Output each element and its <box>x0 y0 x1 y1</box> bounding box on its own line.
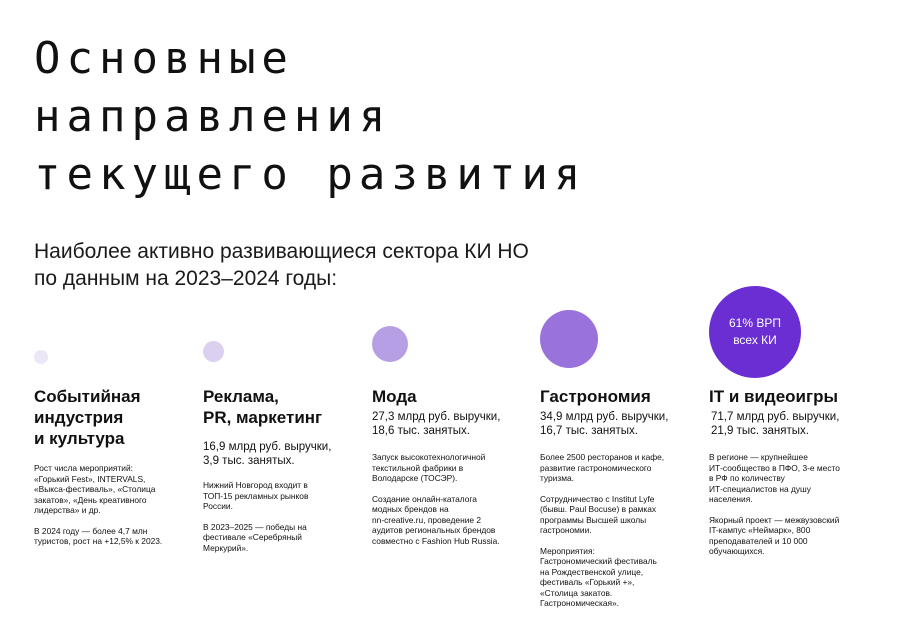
sector-note: Нижний Новгород входит в ТОП-15 рекламных рынков России. В 2023–2025 — победы на фестивале «Серебряный Меркурий». <box>203 480 309 553</box>
sector-heading: Реклама, PR, маркетинг <box>203 387 323 427</box>
sector-heading: IT и видеоигры <box>709 387 838 406</box>
subtitle <box>34 238 529 292</box>
title-line: Основные <box>34 33 294 84</box>
sector-stats: 16,9 млрд руб. выручки, 3,9 тыс. занятых. <box>203 441 332 467</box>
badge-line: 61% ВРП <box>729 316 781 330</box>
sector-note: Запуск высокотехнологичной текстильной фабрики в Володарске (ТОСЭР). Создание онлайн-каталога модных брендов на nn-creative.ru, проведение 2 аудитов региональных брендов совместно с Fashion Hub Russia. <box>372 452 500 546</box>
sector-stats: 71,7 млрд руб. выручки, 21,9 тыс. занятых. <box>711 411 840 437</box>
subtitle-line: Наиболее активно развивающиеся сектора КИ НО <box>34 240 529 263</box>
sector-dot <box>203 341 224 362</box>
sector-note: В регионе — крупнейшее ИТ-сообщество в ПФО, 3-е место в РФ по количеству ИТ-специалистов на душу населения. Якорный проект — межвузовский IT-кампус «Неймарк», 800 преподавателей и 10 000 обучающихся. <box>709 452 840 556</box>
sector-dot <box>34 350 48 364</box>
sector-heading: Мода <box>372 387 417 406</box>
sector-heading: Гастрономия <box>540 387 651 406</box>
sector-dot <box>372 326 408 362</box>
sector-stats: 27,3 млрд руб. выручки, 18,6 тыс. занятых. <box>372 411 501 437</box>
sector-dot-badge <box>709 286 801 378</box>
sector-heading: Событийная индустрия и культура <box>34 387 141 448</box>
sector-note: Более 2500 ресторанов и кафе, развитие гастрономического туризма. Сотрудничество с Institut Lyfe (бывш. Paul Bocuse) в рамках программы Высшей школы гастрономии. Мероприятия: Гастрономический фестиваль на Рождественской улице, фестиваль «Горький +», «Столица закатов. Гастрономическая». <box>540 452 665 608</box>
sector-stats: 34,9 млрд руб. выручки, 16,7 тыс. занятых. <box>540 411 669 437</box>
title-line: текущего развития <box>34 149 587 200</box>
sector-dot <box>540 310 598 368</box>
title-line: направления <box>34 91 392 142</box>
subtitle-line: по данным на 2023–2024 годы: <box>34 267 338 290</box>
page-title <box>34 30 586 204</box>
badge-line: всех КИ <box>733 333 777 347</box>
sector-note: Рост числа мероприятий: «Горький Fest», INTERVALS, «Выкса-фестиваль», «Столица закатов», «День креативного лидерства» и др. В 2024 году — более 4,7 млн туристов, рост на +12,5% к 2023. <box>34 463 163 546</box>
